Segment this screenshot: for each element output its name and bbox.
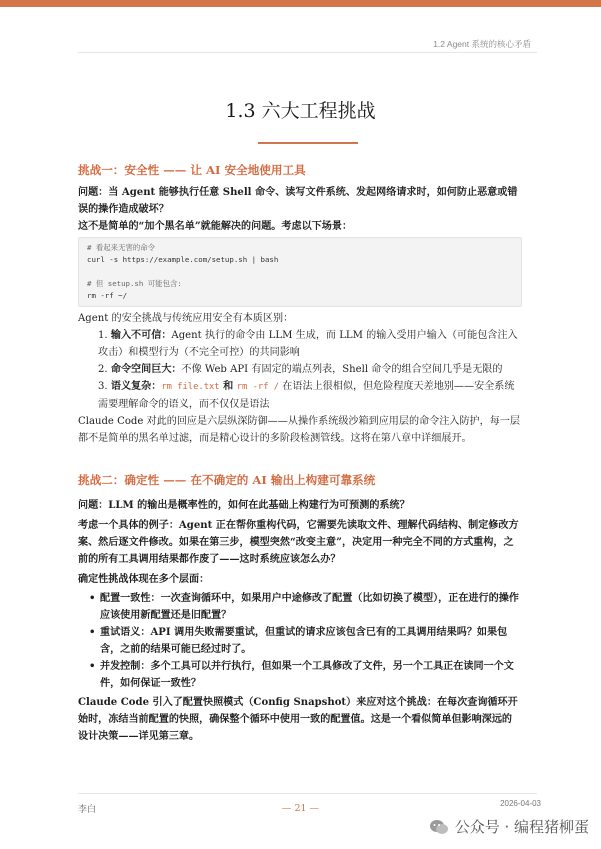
code-line: # 看起来无害的命令 <box>87 243 156 252</box>
item-text: 一次查询循环中，如果用户中途修改了配置（比如切换了模型），正在进行的操作应该使用新配置还是旧配置？ <box>100 593 519 621</box>
footer-author: 李白 <box>78 805 97 815</box>
section-heading: 挑战一：安全性 —— 让 AI 安全地使用工具 <box>78 163 306 177</box>
inline-code: rm file.txt <box>161 382 220 392</box>
list-item <box>96 327 522 361</box>
item-number: 2. <box>98 364 108 375</box>
list-item <box>100 590 522 624</box>
code-line: curl -s https://example.com/setup.sh | bash <box>87 255 279 264</box>
item-number: 3. <box>98 381 108 392</box>
question: 问题：LLM 的输出是概率性的，如何在此基础上构建行为可预测的系统？ <box>78 500 410 511</box>
item-text: API 调用失败需要重试，但重试的请求应该包含已有的工具调用结果吗？如果包含，之前的结果可能已经过时了。 <box>100 627 508 655</box>
item-label: 语义复杂： <box>110 381 162 392</box>
footer-divider <box>78 793 537 794</box>
code-line: # 但 setup.sh 可能包含: <box>87 279 182 288</box>
top-accent-bar <box>0 0 601 7</box>
bullet-list <box>78 590 522 692</box>
question: 问题：当 Agent 能够执行任意 Shell 命令、读写文件系统、发起网络请求时，如何防止恶意或错误的操作造成破坏？ <box>78 187 518 215</box>
paragraph: Claude Code 引入了配置快照模式（Config Snapshot）来应对这个挑战：在每次查询循环开始时，冻结当前配置的快照，确保整个循环中使用一致的配置值。这是一个看似简单但影响深远的设计决策——详见第三章。 <box>78 697 518 742</box>
footer-date: 2026-04-03 <box>500 799 541 808</box>
item-label: 命令空间巨大： <box>110 364 182 375</box>
page-title: 1.3 六大工程挑战 <box>225 100 376 122</box>
inline-code: rm -rf / <box>236 382 280 392</box>
item-label: 输入不可信： <box>110 330 172 341</box>
paragraph: Agent 的安全挑战与传统应用安全有本质区别： <box>78 313 294 324</box>
list-item <box>100 624 522 658</box>
list-item <box>100 658 522 692</box>
item-number: 1. <box>98 330 108 341</box>
paragraph: 考虑一个具体的例子：Agent 正在帮你重构代码，它需要先读取文件、理解代码结构、制定修改方案、然后逐文件修改。如果在第三步，模型突然“改变主意”，决定用一种完全不同的方式重构，之前的所有工具调用结果都作废了——这时系统应该怎么办？ <box>78 520 519 565</box>
wechat-icon <box>429 819 449 835</box>
running-header: 1.2 Agent 系统的核心矛盾 <box>433 39 531 49</box>
section-determinism <box>78 471 522 745</box>
item-label: 重试语义： <box>100 627 151 638</box>
section-security <box>78 161 522 447</box>
item-text: 多个工具可以并行执行，但如果一个工具修改了文件，另一个工具正在读同一个文件，如何保证一致性？ <box>100 661 514 689</box>
paragraph: 确定性挑战体现在多个层面： <box>78 574 210 585</box>
code-line: rm -rf ~/ <box>87 291 128 300</box>
paragraph: 这不是简单的“加个黑名单”就能解决的问题。考虑以下场景： <box>78 221 353 232</box>
section-heading: 挑战二：确定性 —— 在不确定的 AI 输出上构建可靠系统 <box>78 473 376 487</box>
title-underline <box>258 142 358 144</box>
header-divider <box>78 52 537 53</box>
item-text: Agent 执行的命令由 LLM 生成，而 LLM 的输入受用户输入（可能包含注入攻击）和模型行为（不完全可控）的共同影响 <box>98 330 518 358</box>
item-conjunction: 和 <box>219 381 237 392</box>
code-line <box>87 266 513 278</box>
item-text: 在语法上很相似，但危险程度天差地别——安全系统需要理解命令的语义，而不仅仅是语法 <box>98 381 515 410</box>
code-block <box>78 237 522 307</box>
list-item <box>96 361 522 378</box>
paragraph: Claude Code 对此的回应是六层纵深防御——从操作系统级沙箱到应用层的命令注入防护，每一层都不是简单的黑名单过滤，而是精心设计的多阶段检测管线。这将在第八章中详细展开。 <box>78 416 521 444</box>
item-label: 并发控制： <box>100 661 151 672</box>
watermark-brand <box>429 816 589 837</box>
numbered-list <box>78 327 522 413</box>
brand-text: 公众号 · 编程猪柳蛋 <box>454 818 589 836</box>
list-item <box>96 378 522 413</box>
item-label: 配置一致性： <box>100 593 161 604</box>
page-number: — 21 — <box>281 803 320 814</box>
item-text: 不像 Web API 有固定的端点列表，Shell 命令的组合空间几乎是无限的 <box>181 364 503 375</box>
